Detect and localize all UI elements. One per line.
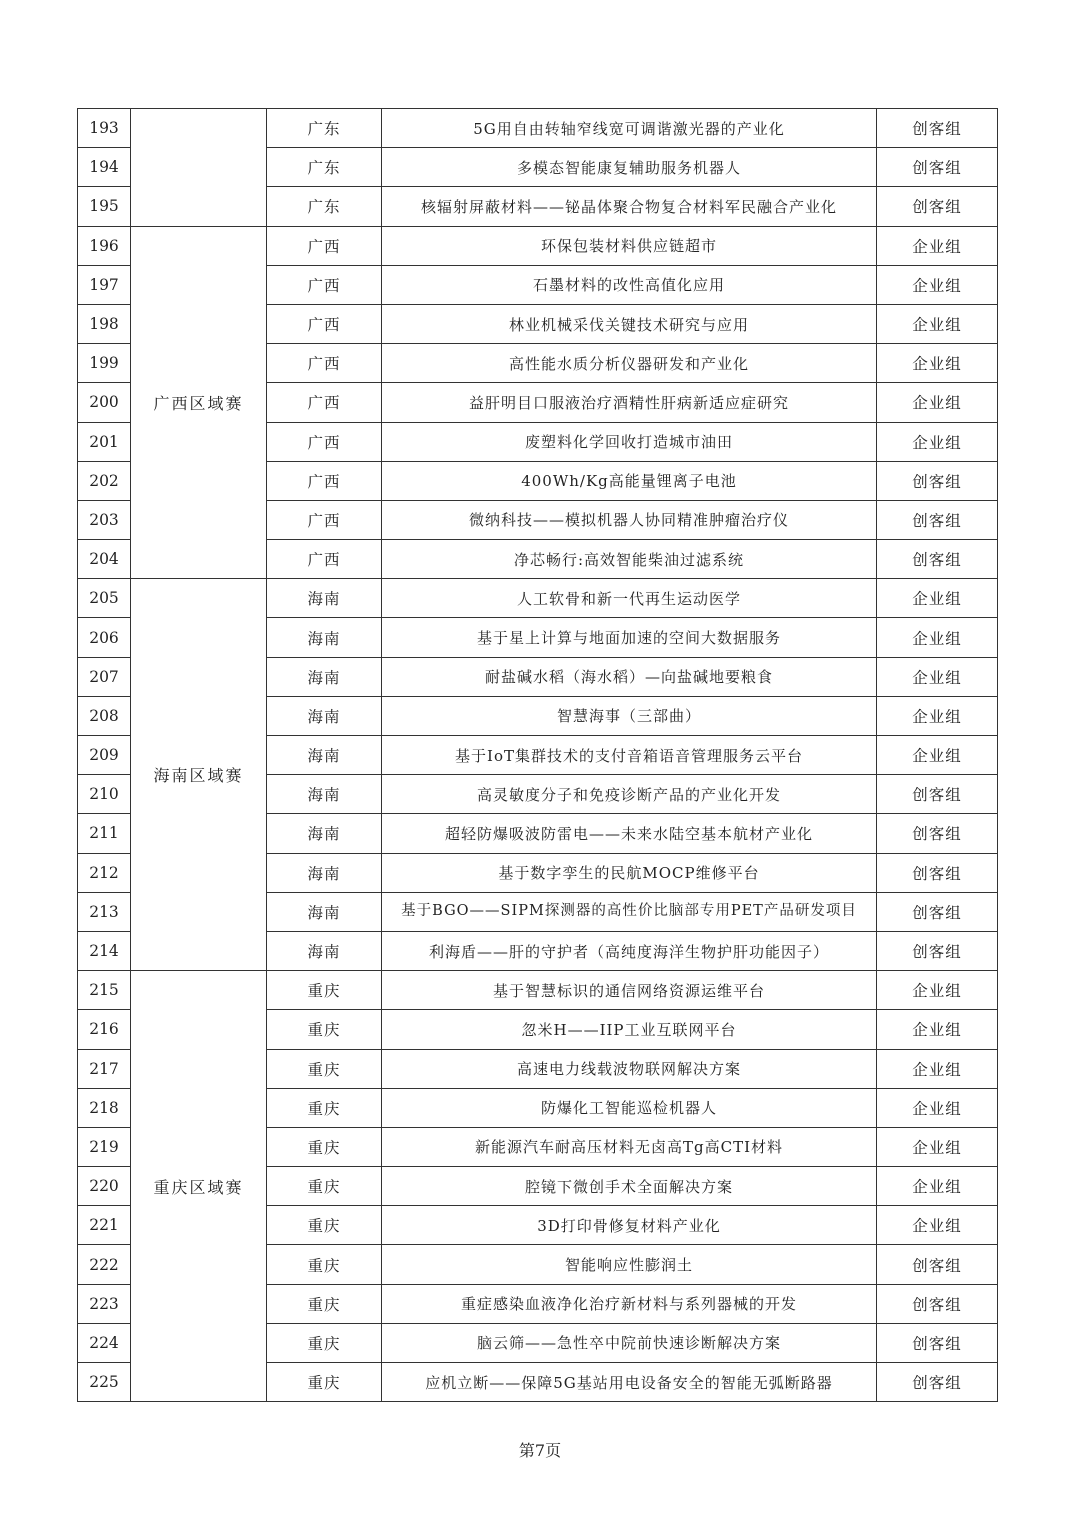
group-cell: 创客组	[877, 461, 998, 500]
project-name: 高速电力线载波物联网解决方案	[382, 1049, 877, 1088]
row-number: 198	[78, 304, 131, 343]
province-cell: 重庆	[267, 1363, 382, 1402]
row-number: 204	[78, 540, 131, 579]
row-number: 217	[78, 1049, 131, 1088]
row-number: 210	[78, 775, 131, 814]
province-cell: 重庆	[267, 1088, 382, 1127]
row-number: 213	[78, 892, 131, 931]
row-number: 195	[78, 187, 131, 226]
project-name: 利海盾——肝的守护者（高纯度海洋生物护肝功能因子）	[382, 931, 877, 970]
project-name: 忽米H——IIP工业互联网平台	[382, 1010, 877, 1049]
region-cell: 海南区域赛	[131, 579, 267, 971]
group-cell: 创客组	[877, 814, 998, 853]
project-name: 核辐射屏蔽材料——铋晶体聚合物复合材料军民融合产业化	[382, 187, 877, 226]
group-cell: 企业组	[877, 1088, 998, 1127]
row-number: 194	[78, 148, 131, 187]
project-name: 防爆化工智能巡检机器人	[382, 1088, 877, 1127]
province-cell: 重庆	[267, 1127, 382, 1166]
project-name: 环保包装材料供应链超市	[382, 226, 877, 265]
group-cell: 企业组	[877, 736, 998, 775]
province-cell: 广东	[267, 109, 382, 148]
row-number: 193	[78, 109, 131, 148]
table-row	[78, 109, 998, 148]
row-number: 212	[78, 853, 131, 892]
project-name: 净芯畅行:高效智能柴油过滤系统	[382, 540, 877, 579]
province-cell: 广西	[267, 540, 382, 579]
region-cell: 广西区域赛	[131, 226, 267, 579]
project-name: 3D打印骨修复材料产业化	[382, 1206, 877, 1245]
project-name: 新能源汽车耐高压材料无卤高Tg高CTI材料	[382, 1127, 877, 1166]
group-cell: 企业组	[877, 1049, 998, 1088]
group-cell: 企业组	[877, 226, 998, 265]
page-number: 第7页	[518, 1441, 562, 1460]
row-number: 206	[78, 618, 131, 657]
province-cell: 广西	[267, 422, 382, 461]
province-cell: 重庆	[267, 1167, 382, 1206]
province-cell: 广东	[267, 187, 382, 226]
province-cell: 海南	[267, 618, 382, 657]
table-row	[78, 579, 998, 618]
row-number: 207	[78, 657, 131, 696]
row-number: 209	[78, 736, 131, 775]
project-name: 林业机械采伐关键技术研究与应用	[382, 304, 877, 343]
group-cell: 创客组	[877, 1245, 998, 1284]
group-cell: 创客组	[877, 187, 998, 226]
row-number: 219	[78, 1127, 131, 1166]
group-cell: 创客组	[877, 853, 998, 892]
group-cell: 创客组	[877, 109, 998, 148]
province-cell: 重庆	[267, 1010, 382, 1049]
project-name: 智慧海事（三部曲）	[382, 696, 877, 735]
row-number: 202	[78, 461, 131, 500]
group-cell: 企业组	[877, 344, 998, 383]
project-name: 废塑料化学回收打造城市油田	[382, 422, 877, 461]
project-name: 石墨材料的改性高值化应用	[382, 265, 877, 304]
province-cell: 广西	[267, 500, 382, 539]
row-number: 199	[78, 344, 131, 383]
province-cell: 海南	[267, 696, 382, 735]
group-cell: 企业组	[877, 1206, 998, 1245]
project-name: 基于智慧标识的通信网络资源运维平台	[382, 971, 877, 1010]
province-cell: 海南	[267, 775, 382, 814]
project-name: 400Wh/Kg高能量锂离子电池	[382, 461, 877, 500]
province-cell: 海南	[267, 892, 382, 931]
row-number: 223	[78, 1284, 131, 1323]
row-number: 220	[78, 1167, 131, 1206]
row-number: 200	[78, 383, 131, 422]
province-cell: 重庆	[267, 1284, 382, 1323]
group-cell: 企业组	[877, 304, 998, 343]
group-cell: 创客组	[877, 892, 998, 931]
project-name: 基于星上计算与地面加速的空间大数据服务	[382, 618, 877, 657]
region-cell: 重庆区域赛	[131, 971, 267, 1402]
project-name: 超轻防爆吸波防雷电——未来水陆空基本航材产业化	[382, 814, 877, 853]
project-table	[77, 108, 998, 1402]
group-cell: 创客组	[877, 931, 998, 970]
group-cell: 企业组	[877, 971, 998, 1010]
table-row	[78, 971, 998, 1010]
row-number: 205	[78, 579, 131, 618]
region-cell	[131, 109, 267, 227]
project-name: 多模态智能康复辅助服务机器人	[382, 148, 877, 187]
project-name: 微纳科技——模拟机器人协同精准肿瘤治疗仪	[382, 500, 877, 539]
province-cell: 广西	[267, 226, 382, 265]
project-name: 重症感染血液净化治疗新材料与系列器械的开发	[382, 1284, 877, 1323]
province-cell: 重庆	[267, 1206, 382, 1245]
row-number: 203	[78, 500, 131, 539]
group-cell: 创客组	[877, 1323, 998, 1362]
project-name: 脑云筛——急性卒中院前快速诊断解决方案	[382, 1323, 877, 1362]
project-name: 益肝明目口服液治疗酒精性肝病新适应症研究	[382, 383, 877, 422]
row-number: 196	[78, 226, 131, 265]
province-cell: 海南	[267, 579, 382, 618]
project-name: 高灵敏度分子和免疫诊断产品的产业化开发	[382, 775, 877, 814]
province-cell: 海南	[267, 736, 382, 775]
group-cell: 企业组	[877, 1167, 998, 1206]
province-cell: 重庆	[267, 1245, 382, 1284]
province-cell: 重庆	[267, 971, 382, 1010]
province-cell: 海南	[267, 931, 382, 970]
group-cell: 创客组	[877, 1363, 998, 1402]
project-name: 腔镜下微创手术全面解决方案	[382, 1167, 877, 1206]
province-cell: 广西	[267, 383, 382, 422]
project-name: 人工软骨和新一代再生运动医学	[382, 579, 877, 618]
row-number: 215	[78, 971, 131, 1010]
province-cell: 广西	[267, 304, 382, 343]
project-table-body	[78, 109, 998, 1402]
group-cell: 企业组	[877, 422, 998, 461]
group-cell: 创客组	[877, 148, 998, 187]
project-name: 高性能水质分析仪器研发和产业化	[382, 344, 877, 383]
province-cell: 海南	[267, 814, 382, 853]
group-cell: 企业组	[877, 1127, 998, 1166]
group-cell: 企业组	[877, 265, 998, 304]
group-cell: 企业组	[877, 657, 998, 696]
group-cell: 创客组	[877, 500, 998, 539]
project-name: 耐盐碱水稻（海水稻）—向盐碱地要粮食	[382, 657, 877, 696]
province-cell: 海南	[267, 657, 382, 696]
project-name: 基于BGO——SIPM探测器的高性价比脑部专用PET产品研发项目	[382, 892, 877, 931]
group-cell: 企业组	[877, 1010, 998, 1049]
project-name: 基于IoT集群技术的支付音箱语音管理服务云平台	[382, 736, 877, 775]
project-name: 智能响应性膨润土	[382, 1245, 877, 1284]
table-row	[78, 226, 998, 265]
row-number: 218	[78, 1088, 131, 1127]
group-cell: 企业组	[877, 383, 998, 422]
row-number: 224	[78, 1323, 131, 1362]
province-cell: 重庆	[267, 1049, 382, 1088]
project-name: 基于数字孪生的民航MOCP维修平台	[382, 853, 877, 892]
group-cell: 企业组	[877, 579, 998, 618]
group-cell: 企业组	[877, 696, 998, 735]
row-number: 214	[78, 931, 131, 970]
row-number: 216	[78, 1010, 131, 1049]
row-number: 222	[78, 1245, 131, 1284]
row-number: 208	[78, 696, 131, 735]
province-cell: 广西	[267, 265, 382, 304]
row-number: 225	[78, 1363, 131, 1402]
group-cell: 创客组	[877, 540, 998, 579]
row-number: 211	[78, 814, 131, 853]
row-number: 201	[78, 422, 131, 461]
province-cell: 重庆	[267, 1323, 382, 1362]
province-cell: 广西	[267, 344, 382, 383]
row-number: 221	[78, 1206, 131, 1245]
project-name: 5G用自由转轴窄线宽可调谐激光器的产业化	[382, 109, 877, 148]
row-number: 197	[78, 265, 131, 304]
project-name: 应机立断——保障5G基站用电设备安全的智能无弧断路器	[382, 1363, 877, 1402]
province-cell: 海南	[267, 853, 382, 892]
group-cell: 创客组	[877, 775, 998, 814]
group-cell: 企业组	[877, 618, 998, 657]
province-cell: 广西	[267, 461, 382, 500]
group-cell: 创客组	[877, 1284, 998, 1323]
province-cell: 广东	[267, 148, 382, 187]
